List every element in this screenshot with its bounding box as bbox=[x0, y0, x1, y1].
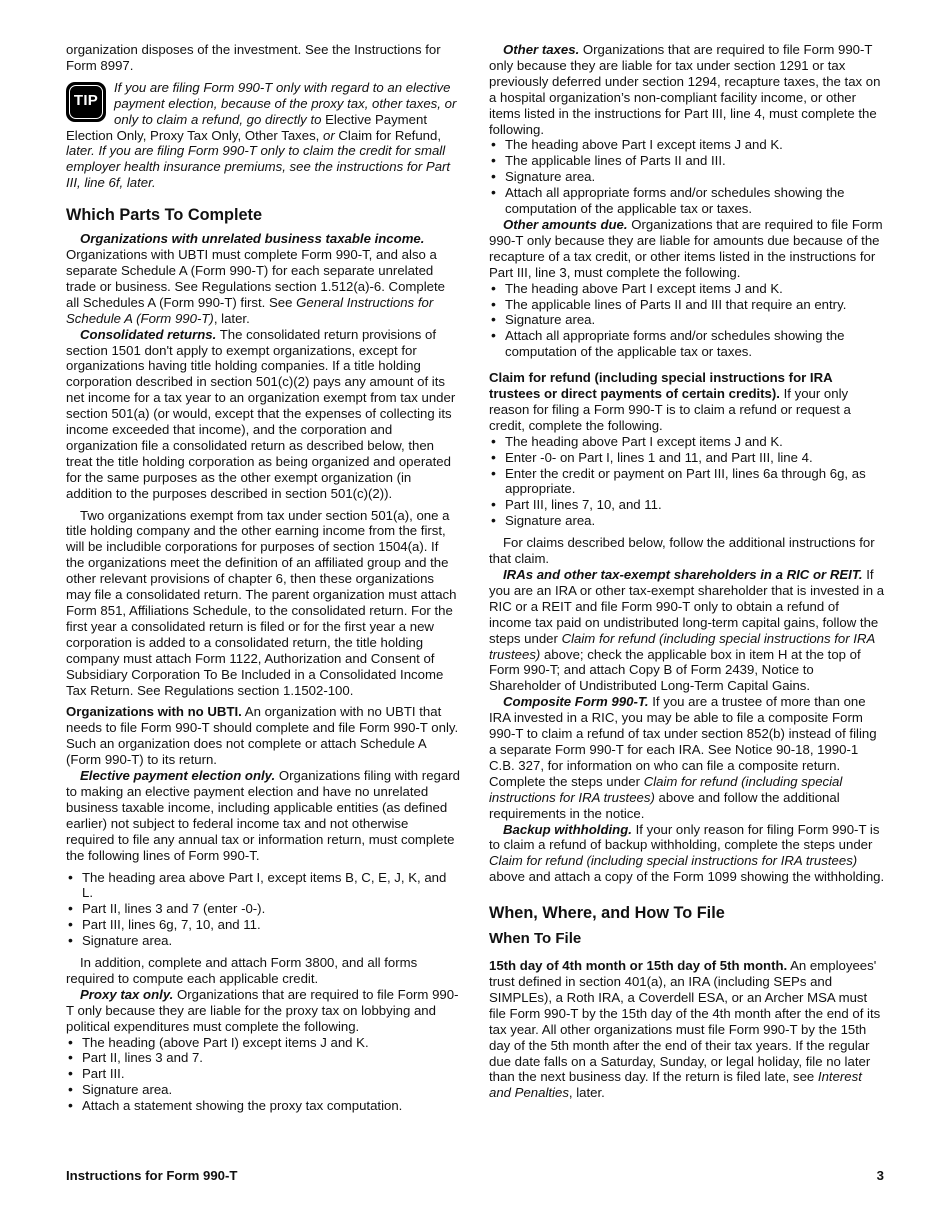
backup-paragraph: Backup withholding. If your only reason for filing Form 990-T is to claim a refund of backup withholding, complete the steps under Claim for refund (including special instructions for IRA trustees) above and attach a copy of the Form 1099 showing the withholding. bbox=[489, 821, 885, 885]
list-item: • Part III, lines 6g, 7, 10, and 11. bbox=[66, 917, 460, 933]
consolidated-paragraph-2: Two organizations exempt from tax under section 501(a), one a title holding company and the other earning income from the first, will be includible corporations for purposes of section 1504(a). If the organizations meet the definition of an affiliated group and the other relevant provisions of chapter 6, then these organizations may file a consolidated return. The parent organization must attach Form 851, Affiliations Schedule, to the consolidated return. For the first year a consolidated return is filed or for the first year a new corporation is added to a consolidated return, the title holding company must attach Form 1122, Authorization and Consent of Subsidiary Corporation To Be Included in a Consolidated Income Tax Return. See Regulations section 1.1502-100. bbox=[66, 507, 457, 698]
list-item: • Attach a statement showing the proxy tax computation. bbox=[66, 1098, 460, 1114]
list-item: • The heading area above Part I, except items B, C, E, J, K, and L. bbox=[66, 870, 460, 902]
when-to-file-heading: When To File bbox=[489, 930, 582, 948]
elective-paragraph: Elective payment election only. Organizations filing with regard to making an elective payment election and have no unrelated business taxable income, including applicable entities (as defined earlier) not subject to federal income tax and not otherwise required to file any annual tax or information return, must complete the following lines of Form 990-T. bbox=[66, 768, 460, 863]
other-amounts-list bbox=[489, 281, 885, 361]
list-item: • The heading (above Part I) except items J and K. bbox=[66, 1035, 460, 1051]
list-item: • Part III. bbox=[66, 1066, 460, 1082]
list-item: • Part III, lines 7, 10, and 11. bbox=[489, 497, 885, 513]
left-column bbox=[66, 42, 460, 1114]
tip-box bbox=[66, 80, 460, 191]
intro-text: organization disposes of the investment. See the Instructions for Form 8997. bbox=[66, 42, 441, 73]
right-column bbox=[489, 42, 885, 1101]
tip-text: If you are filing Form 990-T only with regard to an elective payment election, because of the proxy tax, other taxes, or only to claim a refund, go directly to Elective Payment Election Only, Proxy Tax Only, Other Taxes, or Claim for Refund, later. If you are filing Form 990-T only to claim the credit for small employer health insurance premiums, see the instructions for Part III, line 6f, later. bbox=[66, 79, 457, 191]
tip-icon: TIP bbox=[66, 82, 106, 122]
other-taxes-list bbox=[489, 137, 885, 217]
elective-list bbox=[66, 870, 460, 950]
no-ubti-paragraph: Organizations with no UBTI. An organization with no UBTI that needs to file Form 990-T should complete and file Form 990-T only. Such an organization does not complete or attach Schedule A (Form 990-T) to its return. bbox=[66, 704, 459, 768]
list-item: • Signature area. bbox=[489, 312, 885, 328]
other-taxes-paragraph: Other taxes. Organizations that are required to file Form 990-T only because they are liable for tax under section 1291 or tax previously deferred under section 1294, recapture taxes, the tax on a hospital organization’s non-compliant facility income, or other items listed in the instructions for Part III, line 4, must complete the following. bbox=[489, 42, 881, 137]
proxy-paragraph: Proxy tax only. Organizations that are required to file Form 990-T only because they are liable for the proxy tax on lobbying and political expenditures must complete the following. bbox=[66, 986, 459, 1034]
page-number: 3 bbox=[876, 1168, 884, 1183]
list-item: • The heading above Part I except items J and K. bbox=[489, 434, 885, 450]
list-item: • The heading above Part I except items J and K. bbox=[489, 281, 885, 297]
list-item: • Part II, lines 3 and 7. bbox=[66, 1050, 460, 1066]
when-where-heading: When, Where, and How To File bbox=[489, 904, 725, 923]
ubti-paragraph: Organizations with unrelated business taxable income. Organizations with UBTI must complete Form 990-T, and also a separate Schedule A (Form 990-T) for each separate unrelated trade or business. See Regulations section 1.512(a)-6. Complete all Schedules A (Form 990-T) first. See General Instructions for Schedule A (Form 990-T), later. bbox=[66, 231, 445, 326]
list-item: • Enter the credit or payment on Part III, lines 6a through 6g, as appropriate. bbox=[489, 466, 885, 498]
iras-paragraph: IRAs and other tax-exempt shareholders in a RIC or REIT. If you are an IRA or other tax-exempt shareholder that is invested in a RIC or a REIT and file Form 990-T only to obtain a refund of income tax paid on undistributed long-term capital gains, follow the steps under Claim for refund (including special instructions for IRA trustees) above; check the applicable box in item H at the top of Form 990-T; and attach Copy B of Form 2439, Notice to Shareholder of Undistributed Long-Term Capital Gains. bbox=[489, 567, 885, 694]
claim-after: For claims described below, follow the additional instructions for that claim. bbox=[489, 535, 875, 567]
composite-paragraph: Composite Form 990-T. If you are a trustee of more than one IRA invested in a RIC, you may be able to file a composite Form 990-T to claim a refund of tax under section 852(b) instead of filing a separate Form 990-T for each IRA. See Notice 90-18, 1990-1 C.B. 327, for information on who can file a composite return. Complete the steps under Claim for refund (including special instructions for IRA trustees) above and follow the additional requirements in the notice. bbox=[489, 694, 877, 821]
deadline-paragraph: 15th day of 4th month or 15th day of 5th month. An employees' trust defined in section 401(a), an IRA (including SEPs and SIMPLEs), a Roth IRA, a Coverdell ESA, or an Archer MSA must file Form 990-T by the 15th day of the 4th month after the end of its tax year. All other organizations must file Form 990-T by the 15th day of the 5th month after the end of their tax years. If the regular due date falls on a Saturday, Sunday, or legal holiday, file no later than the next business day. If the return is filed late, see Interest and Penalties, later. bbox=[489, 958, 881, 1101]
claim-list bbox=[489, 434, 885, 529]
list-item: • The heading above Part I except items J and K. bbox=[489, 137, 885, 153]
list-item: • Signature area. bbox=[66, 1082, 460, 1098]
list-item: • Part II, lines 3 and 7 (enter -0-). bbox=[66, 901, 460, 917]
list-item: • Enter -0- on Part I, lines 1 and 11, and Part III, line 4. bbox=[489, 450, 885, 466]
list-item: • The applicable lines of Parts II and III that require an entry. bbox=[489, 297, 885, 313]
list-item: • Signature area. bbox=[489, 513, 885, 529]
footer-title: Instructions for Form 990-T bbox=[66, 1168, 238, 1183]
claim-paragraph: Claim for refund (including special instructions for IRA trustees or direct payments of certain credits). If your only reason for filing a Form 990-T is to claim a refund or request a credit, complete the following. bbox=[489, 370, 851, 433]
consolidated-paragraph: Consolidated returns. The consolidated return provisions of section 1501 don't apply to exempt organizations, except for organizations having title holding companies. If a title holding corporation described in section 501(c)(2) pays any amount of its net income for a tax year to an organization exempt from tax under section 501(a) (or would, except that the expenses of collecting its income exceeded that income), and the corporation and organization file a consolidated return as described below, then treat the title holding corporation as being organized and operated for the same purposes as the other exempt organization (in addition to the purposes described in section 501(c)(2)). bbox=[66, 326, 456, 501]
list-item: • Signature area. bbox=[66, 933, 460, 949]
list-item: • Attach all appropriate forms and/or schedules showing the computation of the applicable tax or taxes. bbox=[489, 185, 885, 217]
list-item: • Attach all appropriate forms and/or schedules showing the computation of the applicable tax or taxes. bbox=[489, 328, 885, 360]
elective-after: In addition, complete and attach Form 3800, and all forms required to compute each applicable credit. bbox=[66, 955, 418, 986]
other-amounts-paragraph: Other amounts due. Organizations that are required to file Form 990-T only because they are liable for amounts due because of the recapture of a tax credit, or other items listed in the instructions for Part III, line 3, must complete the following. bbox=[489, 216, 883, 280]
list-item: • Signature area. bbox=[489, 169, 885, 185]
which-parts-heading: Which Parts To Complete bbox=[66, 206, 262, 225]
list-item: • The applicable lines of Parts II and III. bbox=[489, 153, 885, 169]
proxy-list bbox=[66, 1035, 460, 1115]
